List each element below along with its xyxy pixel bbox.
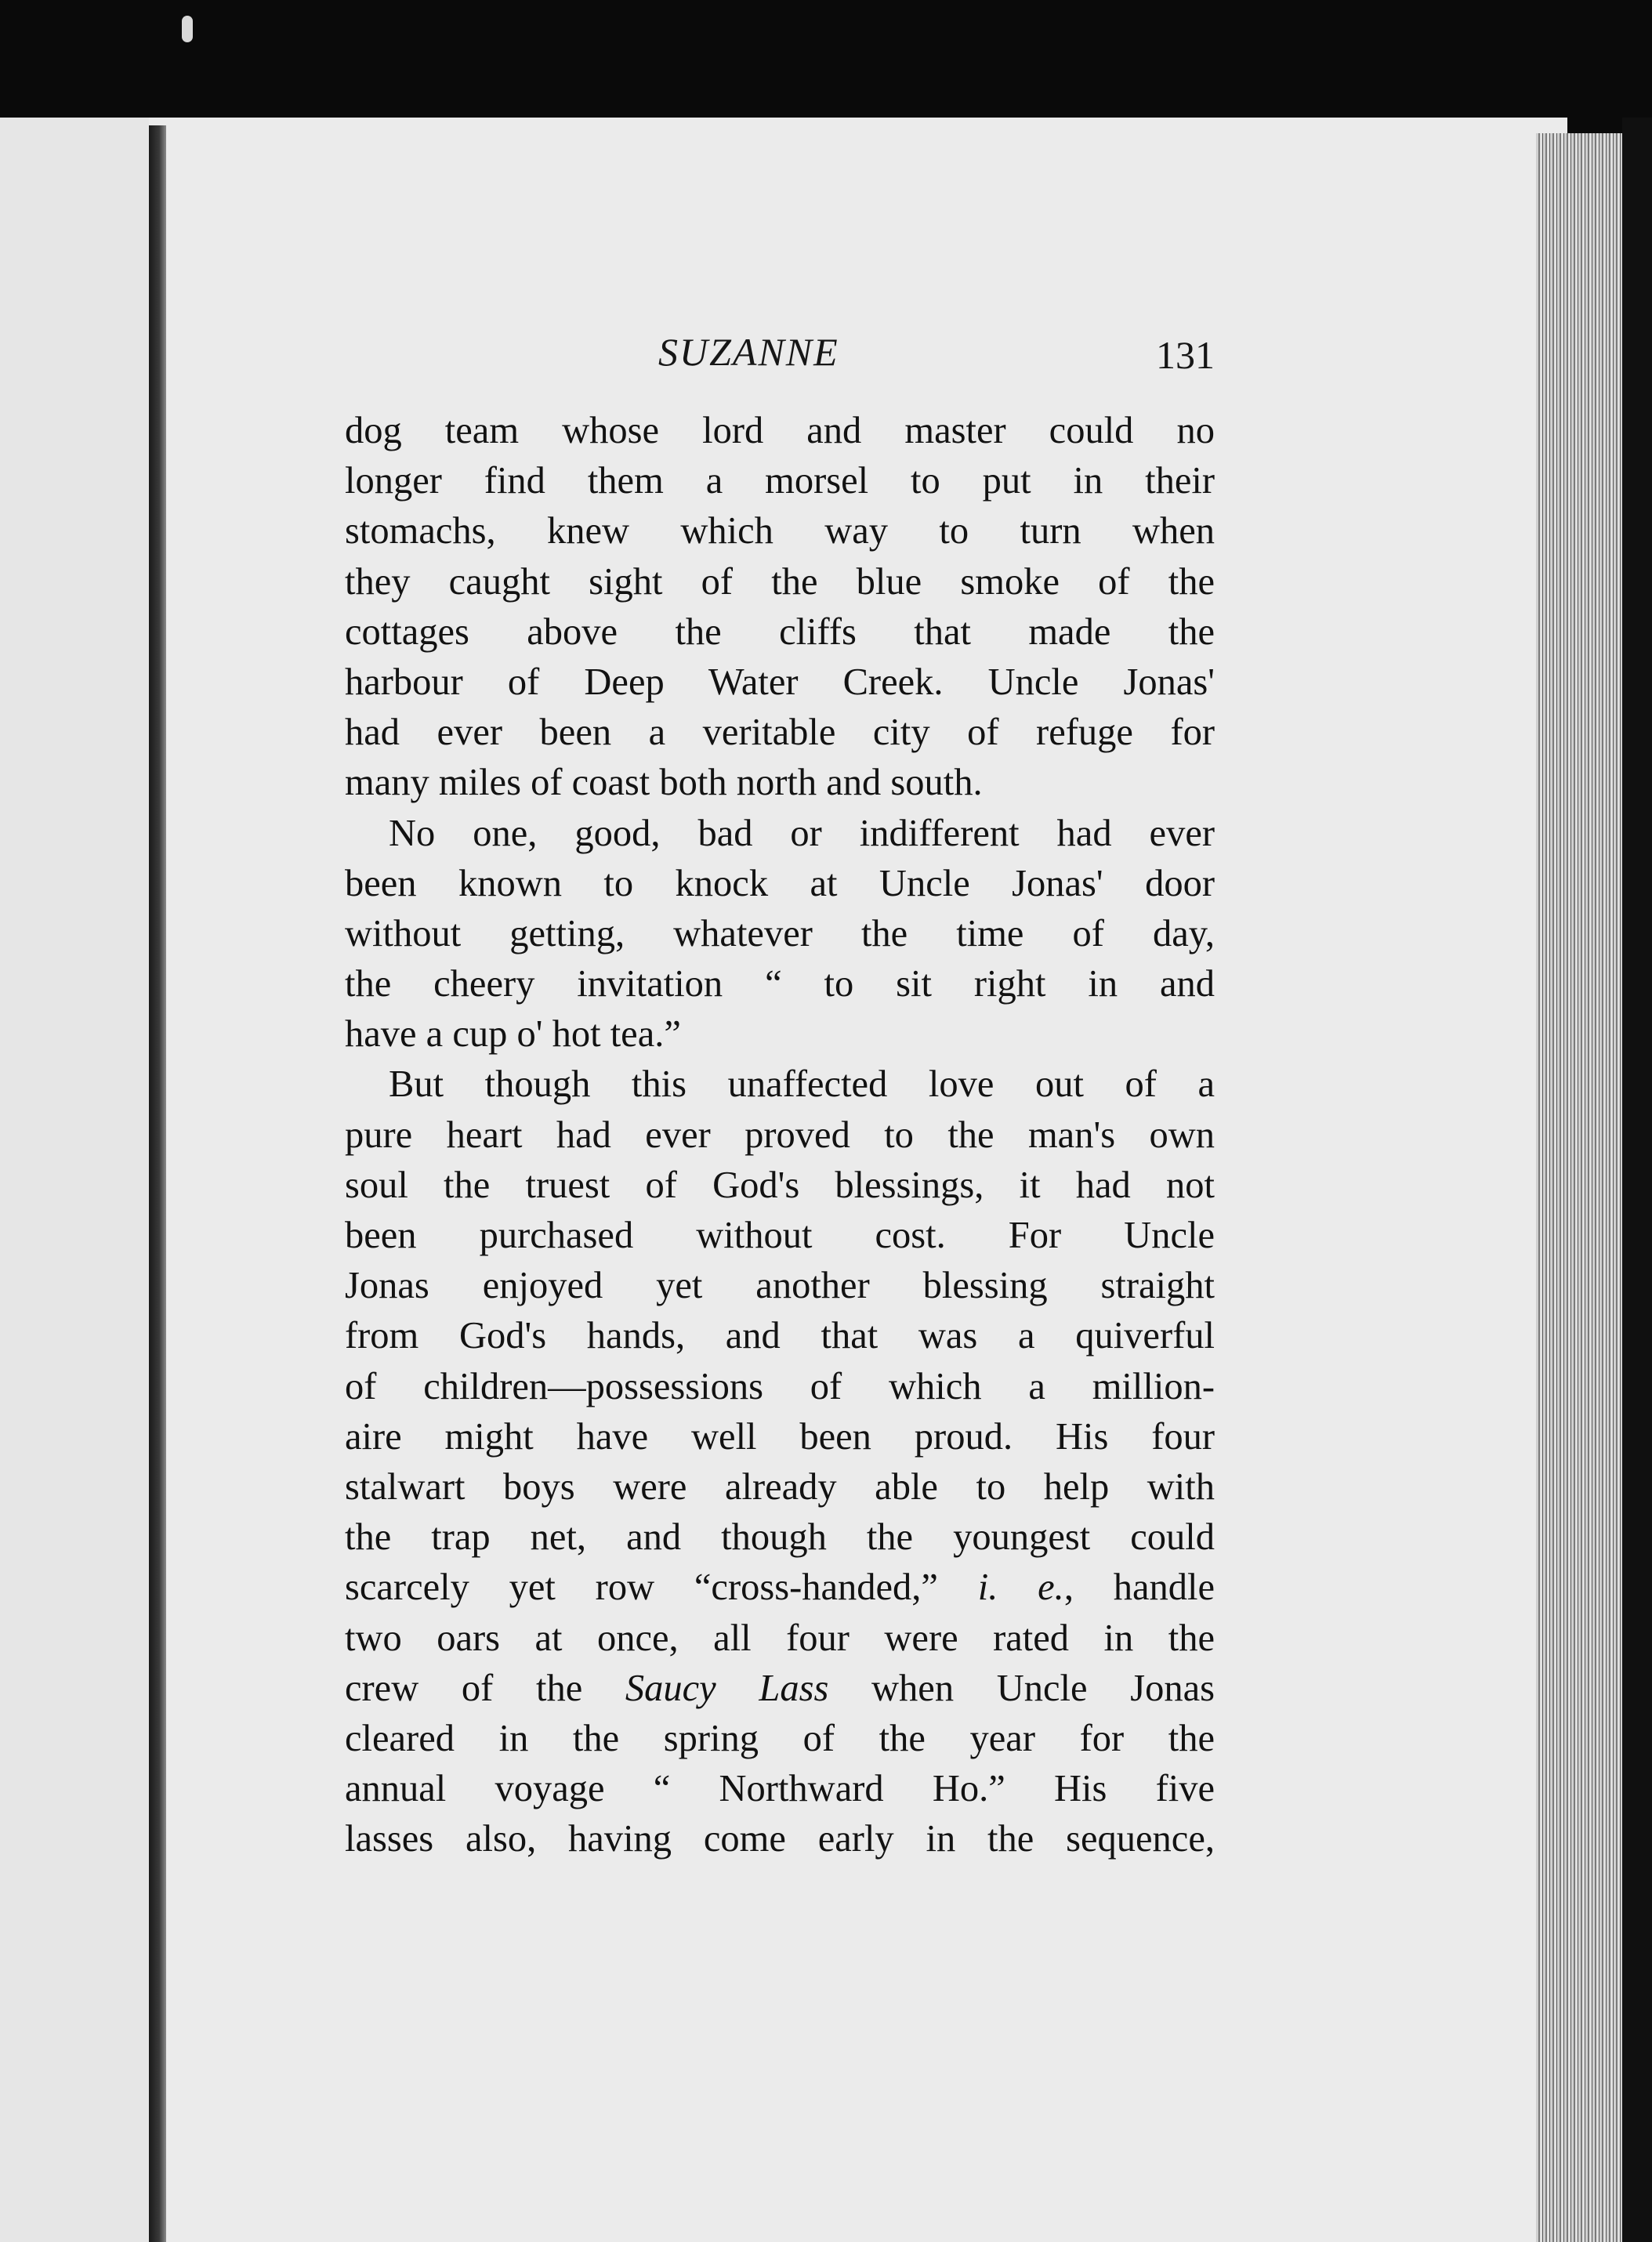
scan-background-right [1622,118,1652,2242]
text-line: stalwart boys were already able to help with [345,1465,1215,1508]
text-line: stomachs, knew which way to turn when [345,510,1215,552]
text-line [345,1563,1215,1613]
text-line: the trap net, and though the youngest could [345,1516,1215,1559]
text-line: the cheery invitation “ to sit right in and [345,963,1215,1005]
page-number: 131 [1156,333,1215,377]
text-line: annual voyage “ Northward Ho.” His five [345,1768,1215,1810]
facing-page-edge [0,118,149,2242]
page-edges [1536,133,1622,2242]
text-line: Jonas enjoyed yet another blessing straight [345,1265,1215,1307]
text-line: harbour of Deep Water Creek. Uncle Jonas' [345,661,1215,703]
text-line: aire might have well been proud. His four [345,1415,1215,1458]
text-line: been purchased without cost. For Uncle [345,1215,1215,1256]
text-line: cleared in the spring of the year for the [345,1717,1215,1759]
body-text [345,406,1215,1864]
text-line: two oars at once, all four were rated in the [345,1617,1215,1659]
italic-abbreviation: i. e. [977,1567,1064,1609]
ship-name: Saucy Lass [625,1667,829,1709]
text-line: But though this unaffected love out of a [389,1063,1215,1106]
text-run: when Uncle Jonas [871,1667,1215,1709]
text-line: from God's hands, and that was a quiverful [345,1315,1215,1357]
text-run: scarcely yet row “cross-handed,” [345,1567,938,1609]
text-line: No one, good, bad or indifferent had ever [389,812,1215,854]
text-line: been known to knock at Uncle Jonas' door [345,862,1215,904]
text-line: have a cup o' hot tea.” [345,1013,681,1056]
text-line: cottages above the cliffs that made the [345,610,1215,653]
text-line: lasses also, having come early in the sequence, [345,1818,1215,1860]
text-line [345,1664,1215,1714]
text-line: of children—possessions of which a million- [345,1365,1215,1407]
text-line: soul the truest of God's blessings, it had not [345,1164,1215,1206]
text-line: had ever been a veritable city of refuge for [345,712,1215,754]
chapter-title: SUZANNE [658,330,839,374]
running-head [345,329,1215,384]
text-run: , handle [1063,1567,1215,1609]
text-line: dog team whose lord and master could no [345,410,1215,451]
text-line: longer find them a morsel to put in their [345,460,1215,502]
text-line: without getting, whatever the time of day, [345,912,1215,954]
book-gutter [149,125,166,2242]
text-run: crew of the [345,1667,583,1709]
scan-artifact [182,16,193,42]
text-line: they caught sight of the blue smoke of the [345,560,1215,603]
text-line: many miles of coast both north and south. [345,762,983,804]
text-line: pure heart had ever proved to the man's own [345,1114,1215,1156]
